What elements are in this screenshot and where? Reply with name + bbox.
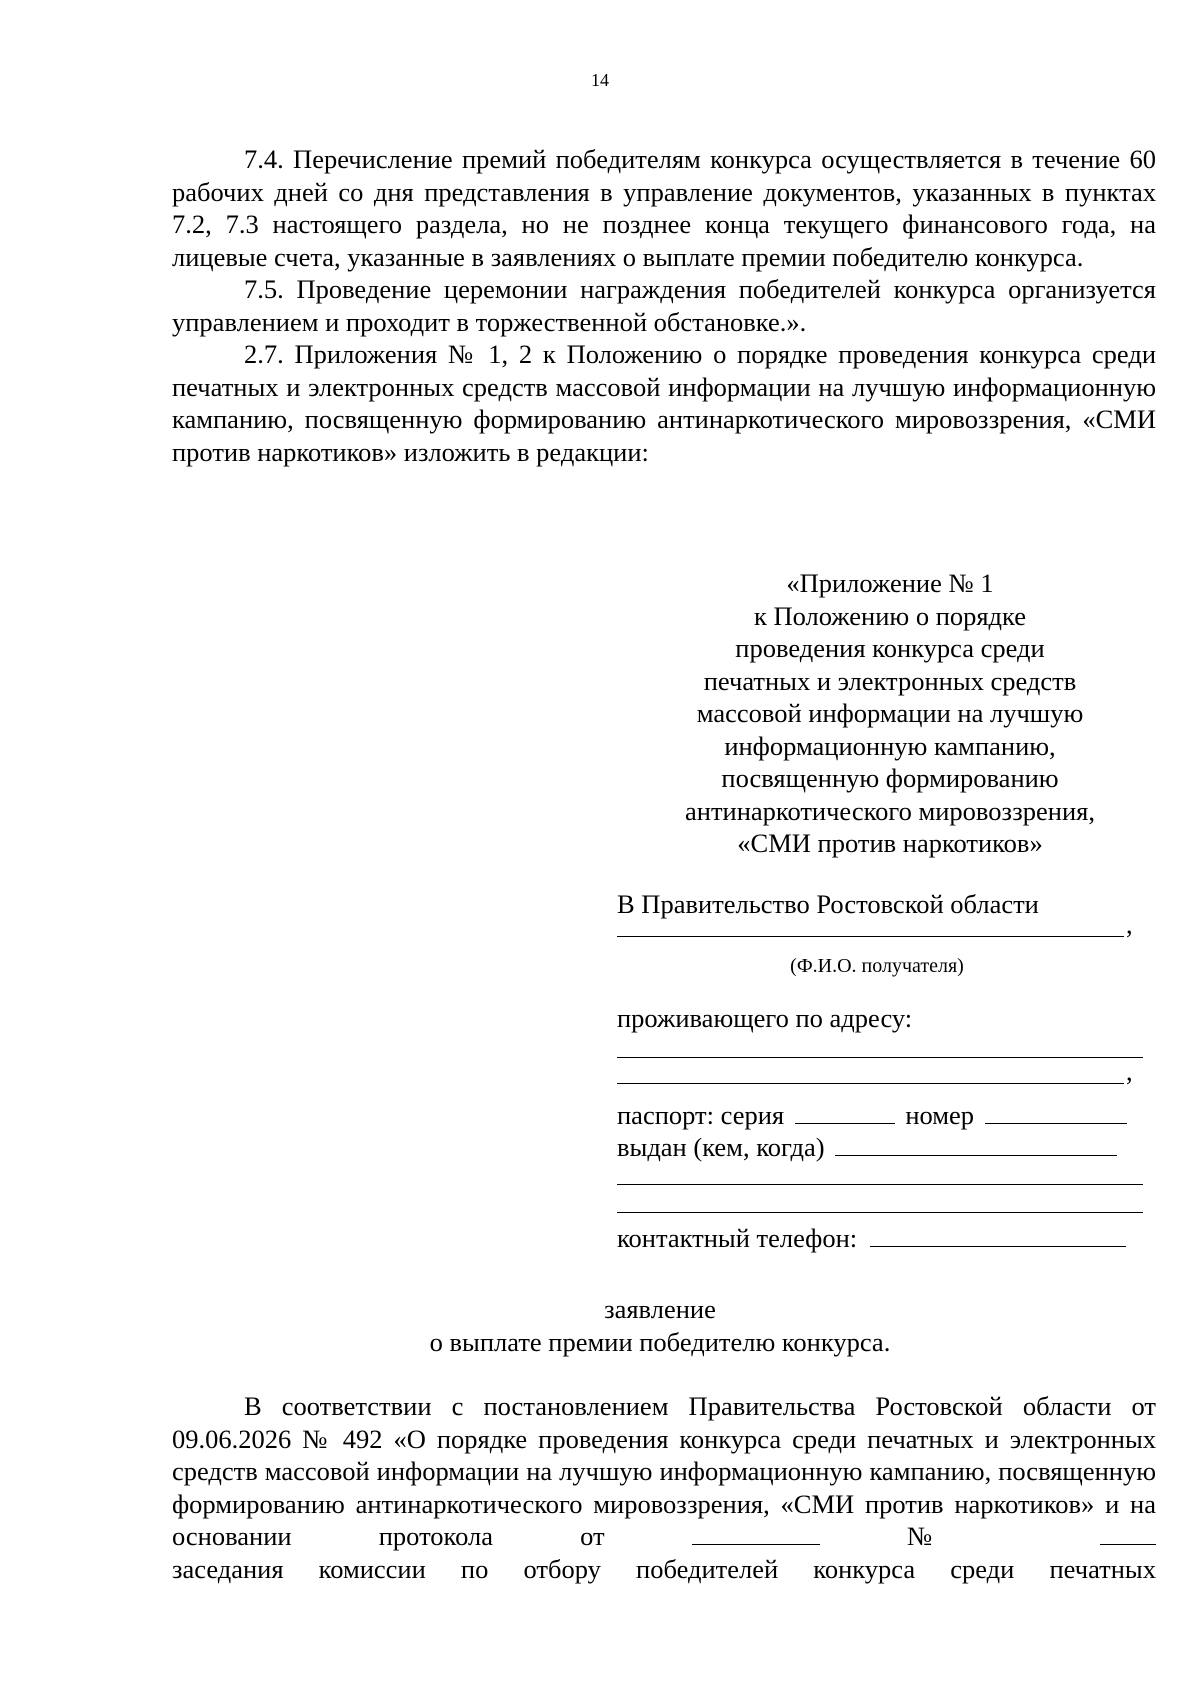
address-comma: , <box>1126 1056 1133 1086</box>
fio-comma: , <box>1126 909 1133 939</box>
issued-blank-3 <box>617 1188 1143 1213</box>
fio-blank <box>617 912 1124 937</box>
passport-number-blank <box>985 1099 1127 1124</box>
protocol-date-blank <box>692 1520 820 1545</box>
address-label: проживающего по адресу: <box>617 1003 913 1033</box>
statement-subtitle: о выплате премии победителю конкурса. <box>429 1326 891 1357</box>
statement-body: В соответствии с постановлением Правительства Ростовской области от 09.06.2026 № 492 «О порядке проведения конкурса среди печатных и электронных средств массовой информации на лучшую информационную кампанию, посвященную формированию антинаркотического мировоззрения, «СМИ против наркотиков» и на основании протокола от <box>172 1391 1156 1551</box>
appendix-line: к Положению о порядке <box>753 600 1027 631</box>
paragraph-2-7: 2.7. Приложения № 1, 2 к Положению о порядке проведения конкурса среди печатных и электронных средств массовой информации на лучшую информационную кампанию, посвященную формированию антинаркотического мировоззрения, «СМИ против наркотиков» изложить в редакции: <box>172 339 1156 467</box>
fio-caption: (Ф.И.О. получателя) <box>790 955 964 977</box>
passport-line <box>617 1099 1127 1132</box>
address-blank-1 <box>617 1033 1143 1058</box>
appendix-line: информационную кампанию, <box>724 730 1056 761</box>
issued-blank <box>835 1131 1117 1156</box>
appendix-line: антинаркотического мировоззрения, <box>685 795 1095 826</box>
phone-label: контактный телефон: <box>617 1223 858 1253</box>
phone-line <box>617 1222 1126 1255</box>
statement-paragraph <box>172 1390 1156 1585</box>
appendix-line: «Приложение № 1 <box>786 568 994 598</box>
appendix-line: посвященную формированию <box>721 763 1059 793</box>
appendix-line: массовой информации на лучшую <box>696 698 1084 728</box>
issued-blank-2 <box>617 1160 1143 1185</box>
amendment-text <box>172 143 1156 468</box>
page-number: 14 <box>591 70 609 90</box>
address-blank-2 <box>617 1059 1124 1084</box>
passport-series-blank <box>795 1099 895 1124</box>
paragraph-7-4: 7.4. Перечисление премий победителям конкурса осуществляется в течение 60 рабочих дней со дня представления в управление документов, указанных в пунктах 7.2, 7.3 настоящего раздела, но не позднее конца текущего финансового года, на лицевые счета, указанные в заявлениях о выплате премии победителю конкурса. <box>172 144 1156 272</box>
passport-number-label: номер <box>905 1100 975 1130</box>
paragraph-7-5: 7.5. Проведение церемонии награждения победителей конкурса организуется управлением и проходит в торжественной обстановке.». <box>172 274 1156 337</box>
appendix-line: «СМИ против наркотиков» <box>737 828 1043 858</box>
issued-line <box>617 1131 1117 1164</box>
phone-blank <box>870 1222 1126 1247</box>
protocol-number-blank <box>1100 1520 1156 1545</box>
appendix-line: проведения конкурса среди <box>735 633 1045 663</box>
appendix-header <box>640 567 1140 860</box>
statement-text <box>172 1390 1156 1585</box>
appendix-line: печатных и электронных средств <box>703 665 1077 696</box>
statement-title <box>0 1293 1200 1358</box>
recipient-to: В Правительство Ростовской области <box>617 889 1039 919</box>
number-sign: № <box>906 1521 1013 1551</box>
statement-continuation: заседания комиссии по отбору победителей конкурса среди печатных <box>172 1553 1156 1584</box>
issued-label: выдан (кем, когда) <box>617 1132 825 1162</box>
passport-series-label: паспорт: серия <box>617 1100 785 1130</box>
statement-heading: заявление <box>604 1294 716 1324</box>
